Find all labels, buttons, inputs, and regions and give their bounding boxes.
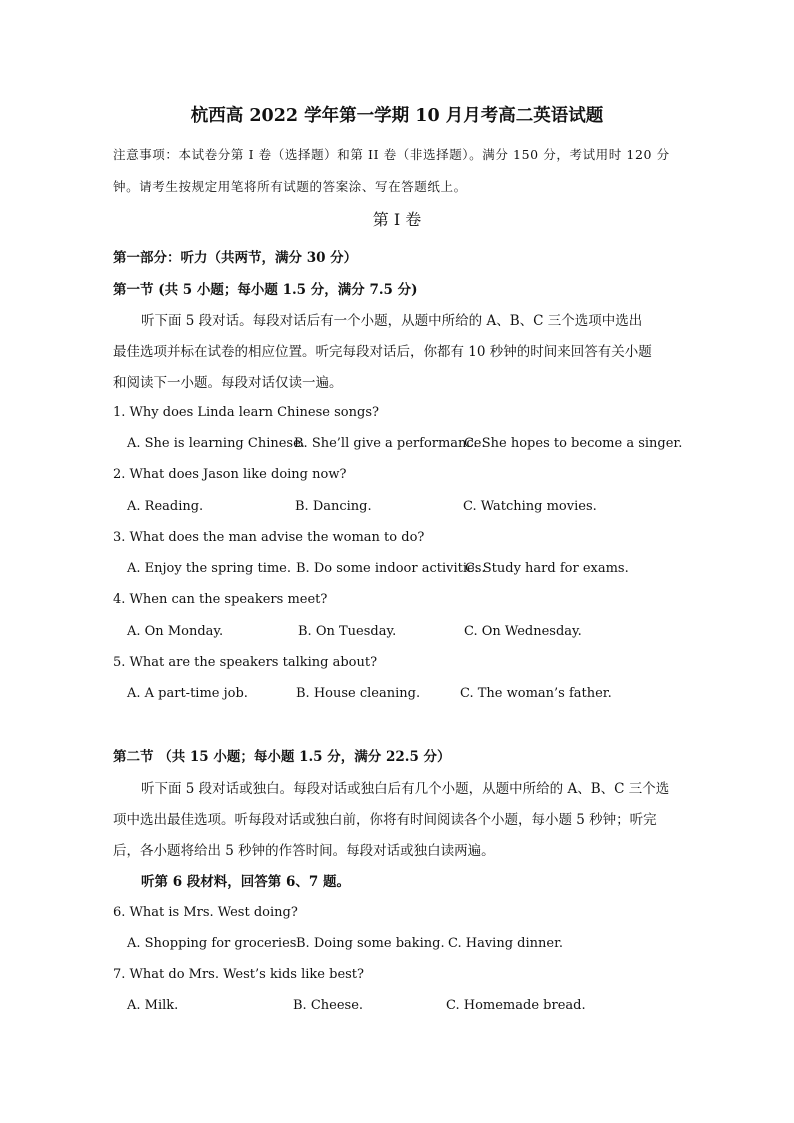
q7-option-b: B. Cheese. [293, 998, 364, 1013]
section1-instruction-2: 最佳选项并标在试卷的相应位置。听完每段对话后，你都有 10 秒钟的时间来回答有关小题 [113, 344, 652, 360]
q1-option-b: B. She’ll give a performance. [294, 436, 486, 451]
section1-instruction-1: 听下面 5 段对话。每段对话后有一个小题，从题中所给的 A、B、C 三个选项中选出 [141, 313, 643, 329]
section1-instruction-3: 和阅读下一小题。每段对话仅读一遍。 [113, 375, 343, 391]
question-6: 6. What is Mrs. West doing? [113, 905, 298, 920]
section2-instruction-3: 后，各小题将给出 5 秒钟的作答时间。每段对话或独白读两遍。 [113, 843, 495, 859]
section2-heading: 第二节 （共 15 小题；每小题 1.5 分，满分 22.5 分） [113, 749, 451, 765]
q4-option-a: A. On Monday. [127, 624, 224, 639]
question-7: 7. What do Mrs. West’s kids like best? [113, 967, 365, 982]
q3-option-c: C. Study hard for exams. [465, 561, 629, 576]
q3-option-a: A. Enjoy the spring time. [127, 561, 291, 576]
q2-option-c: C. Watching movies. [463, 499, 597, 514]
q2-option-a: A. Reading. [127, 499, 204, 514]
section2-instruction-2: 项中选出最佳选项。听每段对话或独白前，你将有时间阅读各个小题，每小题 5 秒钟；听完 [113, 812, 657, 828]
question-3: 3. What does the man advise the woman to do? [113, 530, 425, 545]
q4-option-b: B. On Tuesday. [298, 624, 397, 639]
question-2: 2. What does Jason like doing now? [113, 467, 347, 482]
q1-option-a: A. She is learning Chinese. [127, 436, 305, 451]
q2-option-b: B. Dancing. [295, 499, 372, 514]
material-6-heading: 听第 6 段材料，回答第 6、7 题。 [141, 874, 350, 890]
part1-heading: 第一部分：听力（共两节，满分 30 分） [113, 250, 358, 266]
question-4: 4. When can the speakers meet? [113, 592, 328, 607]
q5-option-a: A. A part-time job. [127, 686, 248, 701]
exam-title: 杭西高 2022 学年第一学期 10 月月考高二英语试题 [190, 106, 604, 126]
q4-option-c: C. On Wednesday. [464, 624, 582, 639]
section1-heading: 第一节 (共 5 小题；每小题 1.5 分，满分 7.5 分) [113, 282, 418, 298]
notice-line-1: 注意事项：本试卷分第 I 卷（选择题）和第 II 卷（非选择题）。满分 150 分，考试用时 120 分 [113, 147, 670, 162]
q3-option-b: B. Do some indoor activities. [296, 561, 486, 576]
section2-instruction-1: 听下面 5 段对话或独白。每段对话或独白后有几个小题，从题中所给的 A、B、C 三个选 [141, 781, 670, 797]
q5-option-b: B. House cleaning. [296, 686, 421, 701]
notice-line-2: 钟。请考生按规定用笔将所有试题的答案涂、写在答题纸上。 [113, 179, 467, 194]
q7-option-c: C. Homemade bread. [446, 998, 586, 1013]
q1-option-c: C. She hopes to become a singer. [464, 436, 683, 451]
q7-option-a: A. Milk. [127, 998, 179, 1013]
q6-option-c: C. Having dinner. [448, 936, 564, 951]
question-1: 1. Why does Linda learn Chinese songs? [113, 405, 379, 420]
q6-option-b: B. Doing some baking. [296, 936, 445, 951]
q5-option-c: C. The woman’s father. [460, 686, 612, 701]
volume-heading: 第 I 卷 [372, 210, 422, 229]
q6-option-a: A. Shopping for groceries. [127, 936, 301, 951]
question-5: 5. What are the speakers talking about? [113, 655, 378, 670]
